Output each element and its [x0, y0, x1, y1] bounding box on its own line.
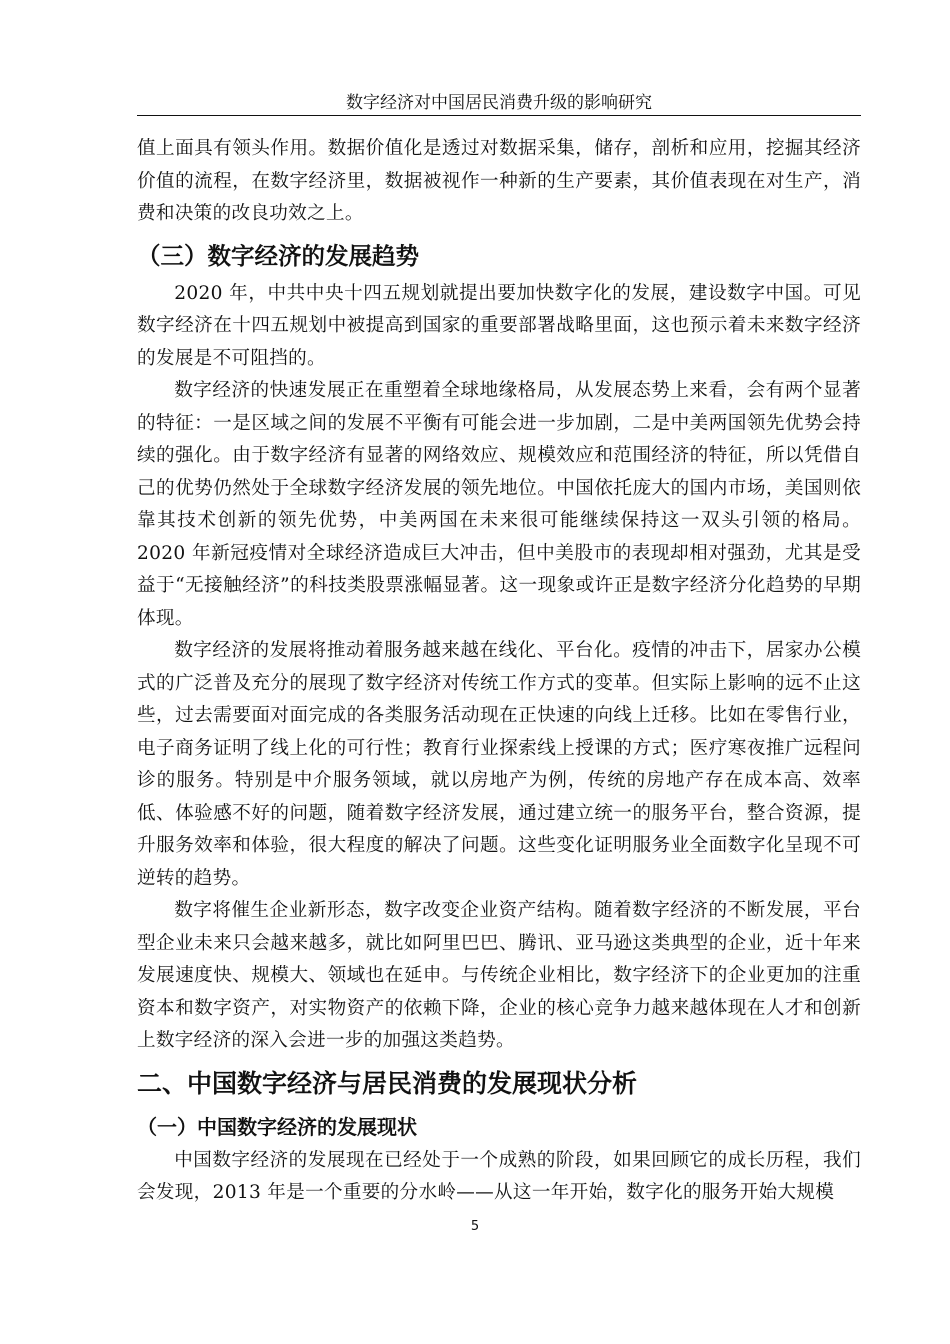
- running-header: 数字经济对中国居民消费升级的影响研究: [346, 93, 652, 113]
- paragraph-online-services: 数字经济的发展将推动着服务越来越在线化、平台化。疫情的冲击下，居家办公模式的广泛普及充分的展现了数字经济对传统工作方式的变革。但实际上影响的远不止这些，过去需要面对面完成的各类服务活动现在正快速的向线上迁移。比如在零售行业，电子商务证明了线上化的可行性；教育行业探索线上授课的方式；医疗寒夜推广远程问诊的服务。特别是中介服务领域，就以房地产为例，传统的房地产存在成本高、效率低、体验感不好的问题，随着数字经济发展，通过建立统一的服务平台，整合资源，提升服务效率和体验，很大程度的解决了问题。这些变化证明服务业全面数字化呈现不可逆转的趋势。: [137, 640, 861, 889]
- paragraph-current-status: 中国数字经济的发展现在已经处于一个成熟的阶段，如果回顾它的成长历程，我们会发现，2013 年是一个重要的分水岭——从这一年开始，数字化的服务开始大规模: [137, 1149, 861, 1203]
- page-number: 5: [470, 1219, 480, 1234]
- paragraph-continued: 值上面具有领头作用。数据价值化是透过对数据采集，储存，剖析和应用，挖掘其经济价值的流程，在数字经济里，数据被视作一种新的生产要素，其价值表现在对生产，消费和决策的改良功效之上。: [137, 138, 861, 224]
- heading-section-two: 二、中国数字经济与居民消费的发展现状分析: [137, 1068, 638, 1098]
- paragraph-geopolitics: 数字经济的快速发展正在重塑着全球地缘格局，从发展态势上来看，会有两个显著的特征：一是区域之间的发展不平衡有可能会进一步加剧，二是中美两国领先优势会持续的强化。由于数字经济有显著的网络效应、规模效应和范围经济的特征，所以凭借自己的优势仍然处于全球数字经济发展的领先地位。中国依托庞大的国内市场，美国则依靠其技术创新的领先优势，中美两国在未来很可能继续保持这一双头引领的格局。2020 年新冠疫情对全球经济造成巨大冲击，但中美股市的表现却相对强劲，尤其是受益于“无接触经济”的科技类股票涨幅显著。这一现象或许正是数字经济分化趋势的早期体现。: [137, 380, 861, 629]
- paragraph-enterprise-forms: 数字将催生企业新形态，数字改变企业资产结构。随着数字经济的不断发展，平台型企业未来只会越来越多，就比如阿里巴巴、腾讯、亚马逊这类典型的企业，近十年来发展速度快、规模大、领域也在延申。与传统企业相比，数字经济下的企业更加的注重资本和数字资产，对实物资产的依赖下降，企业的核心竞争力越来越体现在人才和创新上数字经济的深入会进一步的加强这类趋势。: [137, 900, 861, 1051]
- paragraph-five-year-plan: 2020 年，中共中央十四五规划就提出要加快数字化的发展，建设数字中国。可见数字经济在十四五规划中被提高到国家的重要部署战略里面，这也预示着未来数字经济的发展是不可阻挡的。: [137, 282, 861, 369]
- heading-development-trend: （三）数字经济的发展趋势: [137, 241, 419, 270]
- heading-current-status: （一）中国数字经济的发展现状: [137, 1114, 417, 1139]
- header-rule: [137, 115, 861, 116]
- page-body: [137, 133, 861, 1210]
